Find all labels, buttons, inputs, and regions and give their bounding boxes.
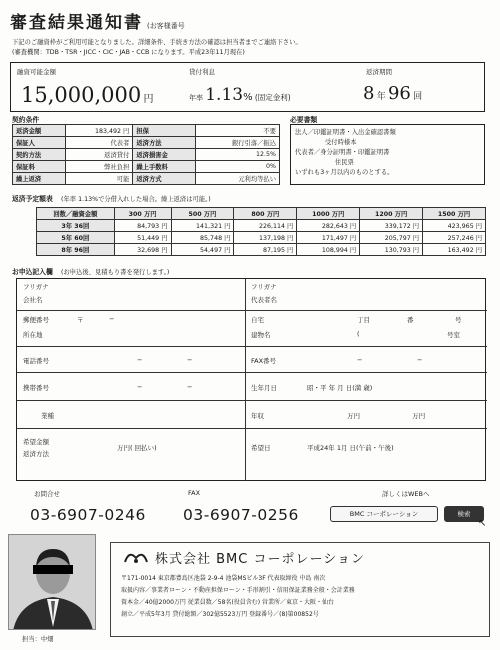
repayment-value-cell: 163,492 円	[423, 244, 486, 256]
application-form	[16, 278, 486, 481]
search-button[interactable]: 検索	[444, 506, 484, 522]
contract-value-cell: 元利均等払い	[196, 173, 280, 185]
contract-label-cell: 担保	[133, 125, 196, 137]
repayment-column-header: 500 万円	[171, 208, 234, 220]
desired-date-field[interactable]	[307, 435, 477, 459]
rate-label: 貸付利息	[189, 68, 215, 76]
dob-label: 生年月日	[251, 384, 277, 392]
contract-value-cell: 銀行引落／振込	[196, 137, 280, 149]
customer-number-label: (お客様番号	[147, 22, 185, 30]
repayment-value-cell: 51,449 円	[114, 232, 171, 244]
repayment-column-header: 1000 万円	[297, 208, 360, 220]
contract-row	[13, 149, 280, 161]
company-line-1: 〒171-0014 東京都豊島区池袋 2-9-4 池袋MSビル3F 代表取締役 中島 南次	[121, 575, 326, 582]
dob-value: 昭・平 年 月 日(満 歳)	[307, 384, 373, 392]
form-divider	[245, 279, 246, 311]
repayment-value-cell: 130,793 円	[360, 244, 423, 256]
postal-field[interactable]	[85, 313, 235, 325]
documents-line-3: 代表者／身分証明書・印鑑証明書	[295, 149, 390, 156]
company-logo-icon	[123, 548, 149, 568]
documents-section-label: 必要書類	[290, 116, 318, 124]
contract-label-cell: 返済損害金	[133, 149, 196, 161]
term-years: 8	[363, 83, 375, 104]
contract-value-cell: 代表者	[65, 137, 133, 149]
person-silhouette-icon	[9, 535, 96, 630]
contract-label-cell: 契約方法	[13, 149, 66, 161]
fax-field[interactable]	[297, 351, 477, 369]
form-row-tel	[17, 347, 487, 373]
room-paren-open: (	[357, 330, 360, 338]
form-divider	[245, 311, 246, 347]
tel-field[interactable]	[77, 351, 237, 369]
repayment-value-cell: 423,965 円	[423, 220, 486, 232]
contract-value-cell: 返済貸付	[65, 149, 133, 161]
intro-line-1: 下記のご融資枠がご利用可能となりました。詳細条件、手続き方法の確認は担当者までご連絡下さい。	[12, 39, 302, 46]
mobile-field[interactable]	[77, 377, 237, 397]
contract-value-cell: 0%	[196, 161, 280, 173]
postal-label: 郵便番号	[23, 316, 49, 324]
rate-value-group	[189, 85, 369, 105]
form-divider	[245, 373, 246, 401]
fax-number[interactable]: 03-6907-0256	[183, 506, 299, 524]
rep-name-label: 代表者名	[251, 296, 277, 304]
repayment-column-header: 1500 万円	[423, 208, 486, 220]
repayment-value-cell: 226,114 円	[234, 220, 297, 232]
amount-value-group	[21, 83, 181, 107]
repayment-section-label: 返済予定額表	[12, 195, 53, 203]
company-name: 株式会社 BMC コーポレーション	[155, 552, 365, 567]
form-row-address	[17, 311, 487, 347]
home-address-label: 自宅	[251, 316, 264, 324]
contract-label-cell: 返済方法	[133, 137, 196, 149]
summary-box	[10, 62, 485, 112]
contract-table	[12, 124, 280, 185]
contract-label-cell: 繰上返済	[13, 173, 66, 185]
tel-number[interactable]: 03-6907-0246	[30, 506, 146, 524]
income-field[interactable]	[297, 405, 477, 425]
repayment-column-header: 800 万円	[234, 208, 297, 220]
contract-value-cell: 弊社負担	[65, 161, 133, 173]
building-label: 建物名	[251, 331, 271, 339]
contract-value-cell: 12.5%	[196, 149, 280, 161]
repayment-value-cell: 339,172 円	[360, 220, 423, 232]
contact-tel-label: お問合せ	[34, 490, 60, 498]
company-name-label: 会社名	[23, 296, 43, 304]
company-box	[110, 542, 490, 637]
contract-value-cell: 可能	[65, 173, 133, 185]
repayment-value-cell: 108,994 円	[297, 244, 360, 256]
repayment-value-cell: 87,195 円	[234, 244, 297, 256]
mobile-label: 携帯番号	[23, 384, 49, 392]
contract-label-cell: 返済方式	[133, 173, 196, 185]
postal-dash: −	[109, 315, 115, 323]
contract-row	[13, 137, 280, 149]
contract-section-label: 契約条件	[12, 116, 40, 124]
form-divider	[245, 347, 246, 373]
contract-value-cell: 183,492 円	[65, 125, 133, 137]
repayment-row	[37, 220, 486, 232]
chome-label: 丁目	[357, 316, 370, 324]
room-label: 号室	[447, 331, 460, 339]
repayment-value-cell: 84,793 円	[114, 220, 171, 232]
repayment-row-label: 3年 36回	[37, 220, 115, 232]
form-row-mobile	[17, 373, 487, 401]
staff-photo	[8, 534, 96, 630]
contract-label-cell: 保証料	[13, 161, 66, 173]
documents-line-2: 受付時様本	[325, 139, 357, 146]
form-divider	[245, 401, 246, 429]
repayment-row-label: 5年 60回	[37, 232, 115, 244]
application-section-label: お申込記入欄	[12, 268, 53, 276]
contract-label-cell: 保証人	[13, 137, 66, 149]
documents-line-1: 法人／印鑑証明書・入出金確認書類	[295, 129, 396, 136]
application-note: (お申込後、見積もり書を発行します。)	[61, 269, 170, 276]
document-title	[10, 8, 185, 33]
term-label: 返済期間	[366, 68, 392, 76]
repayment-value-cell: 282,643 円	[297, 220, 360, 232]
term-year-unit: 年	[376, 92, 386, 102]
address-field[interactable]	[77, 329, 237, 343]
repayment-column-header: 300 万円	[114, 208, 171, 220]
intro-text	[12, 38, 492, 58]
income-units: 万円 万円	[347, 412, 426, 420]
home-address-field[interactable]	[279, 313, 479, 343]
contact-fax-label: FAX	[188, 489, 201, 497]
repayment-heading	[12, 193, 211, 205]
term-value-group	[363, 83, 483, 104]
repayment-value-cell: 141,321 円	[171, 220, 234, 232]
repayment-value-cell: 205,797 円	[360, 232, 423, 244]
mobile-dash-2: −	[187, 383, 193, 391]
repayment-value-cell: 171,497 円	[297, 232, 360, 244]
company-line-3: 資本金／40億2000万円 従業員数／58名(役員含む) 営業所／東京・大阪・仙台	[121, 599, 335, 606]
repayment-row	[37, 232, 486, 244]
address-label: 所在地	[23, 331, 43, 339]
staff-caption: 担当：中畑	[22, 636, 54, 643]
postal-mark: 〒	[77, 316, 84, 324]
repayment-note: (年率 1.13%で分借入れした場合。繰上返済は可能。)	[61, 196, 211, 203]
desired-date-label: 希望日	[251, 444, 271, 452]
rep-furigana-label: フリガナ	[251, 283, 277, 291]
tel-label: 電話番号	[23, 357, 49, 365]
tel-dash-1: −	[137, 356, 143, 364]
banchi-label: 番	[407, 316, 414, 324]
repayment-value-cell: 257,246 円	[423, 232, 486, 244]
contract-value-cell: 不要	[196, 125, 280, 137]
rate-note: (固定金利)	[254, 93, 291, 102]
industry-label: 業種	[41, 412, 54, 420]
repayment-column-header: 1200 万円	[360, 208, 423, 220]
repayment-value-cell: 137,198 円	[234, 232, 297, 244]
fax-label: FAX番号	[251, 357, 277, 365]
desired-date-value: 平成24年 1月 日(午前・午後)	[307, 444, 394, 452]
search-keyword-box[interactable]: BMC コーポレーション	[330, 506, 438, 522]
contract-row	[13, 125, 280, 137]
documents-box	[290, 124, 485, 185]
amount-label: 融資可能金額	[17, 68, 56, 76]
company-details	[121, 573, 485, 621]
company-line-2: 取扱内容／事業者ローン・不動産担保ローン・手形割引・信用保証業務全般・会計業務	[121, 587, 355, 594]
form-row-industry	[17, 401, 487, 429]
income-label: 年収	[251, 412, 264, 420]
form-divider	[245, 429, 246, 481]
tel-dash-2: −	[187, 356, 193, 364]
form-row-names	[17, 279, 487, 311]
desired-unit: 万円( 回払い)	[117, 444, 157, 452]
fax-dash-1: −	[357, 356, 363, 364]
contract-label-cell: 繰上手数料	[133, 161, 196, 173]
repay-method-label: 返済方法	[23, 450, 49, 458]
repayment-row-label: 8年 96回	[37, 244, 115, 256]
repayment-value-cell: 32,698 円	[114, 244, 171, 256]
fax-dash-2: −	[417, 356, 423, 364]
cursor-icon: ↖	[478, 518, 487, 529]
application-heading	[12, 266, 169, 278]
rate-prefix: 年率	[189, 94, 203, 102]
documents-line-4: 住民票	[335, 159, 354, 166]
dob-field[interactable]	[307, 377, 477, 397]
rate-unit: %	[243, 92, 253, 103]
repayment-value-cell: 54,497 円	[171, 244, 234, 256]
repayment-row	[37, 244, 486, 256]
rep-name-field[interactable]	[307, 283, 477, 307]
desired-amount-field[interactable]	[77, 435, 237, 459]
contract-row	[13, 173, 280, 185]
contract-row	[13, 161, 280, 173]
intro-line-2: (審査機関：TDB・TSR・JICC・CIC・JAB・CCB になります。平成23年11月現在)	[12, 49, 245, 56]
contract-label-cell: 返済金額	[13, 125, 66, 137]
industry-field[interactable]	[77, 405, 237, 425]
repayment-corner-header: 回数／融資金額	[37, 208, 115, 220]
repayment-value-cell: 85,748 円	[171, 232, 234, 244]
mobile-dash-1: −	[137, 383, 143, 391]
form-row-desired	[17, 429, 487, 481]
amount-value: 15,000,000	[21, 83, 142, 107]
repayment-table	[36, 207, 486, 256]
contact-web-label: 詳しくはWEBへ	[382, 490, 430, 498]
company-line-4: 創立／平成5年3月 貸付総額／302億5523万円 登録番号／(8)第00852号	[121, 611, 319, 618]
desired-amount-label: 希望金額	[23, 438, 49, 446]
title-text: 審査結果通知書	[10, 13, 143, 33]
go-label: 号	[455, 316, 462, 324]
rate-value: 1.13	[205, 85, 244, 105]
company-name-field[interactable]	[77, 283, 237, 307]
company-furigana-label: フリガナ	[23, 283, 49, 291]
term-count-unit: 回	[413, 92, 423, 102]
term-count: 96	[387, 83, 411, 104]
documents-line-5: いずれも3ヶ月以内のものとする。	[295, 169, 394, 176]
amount-unit: 円	[143, 94, 154, 105]
